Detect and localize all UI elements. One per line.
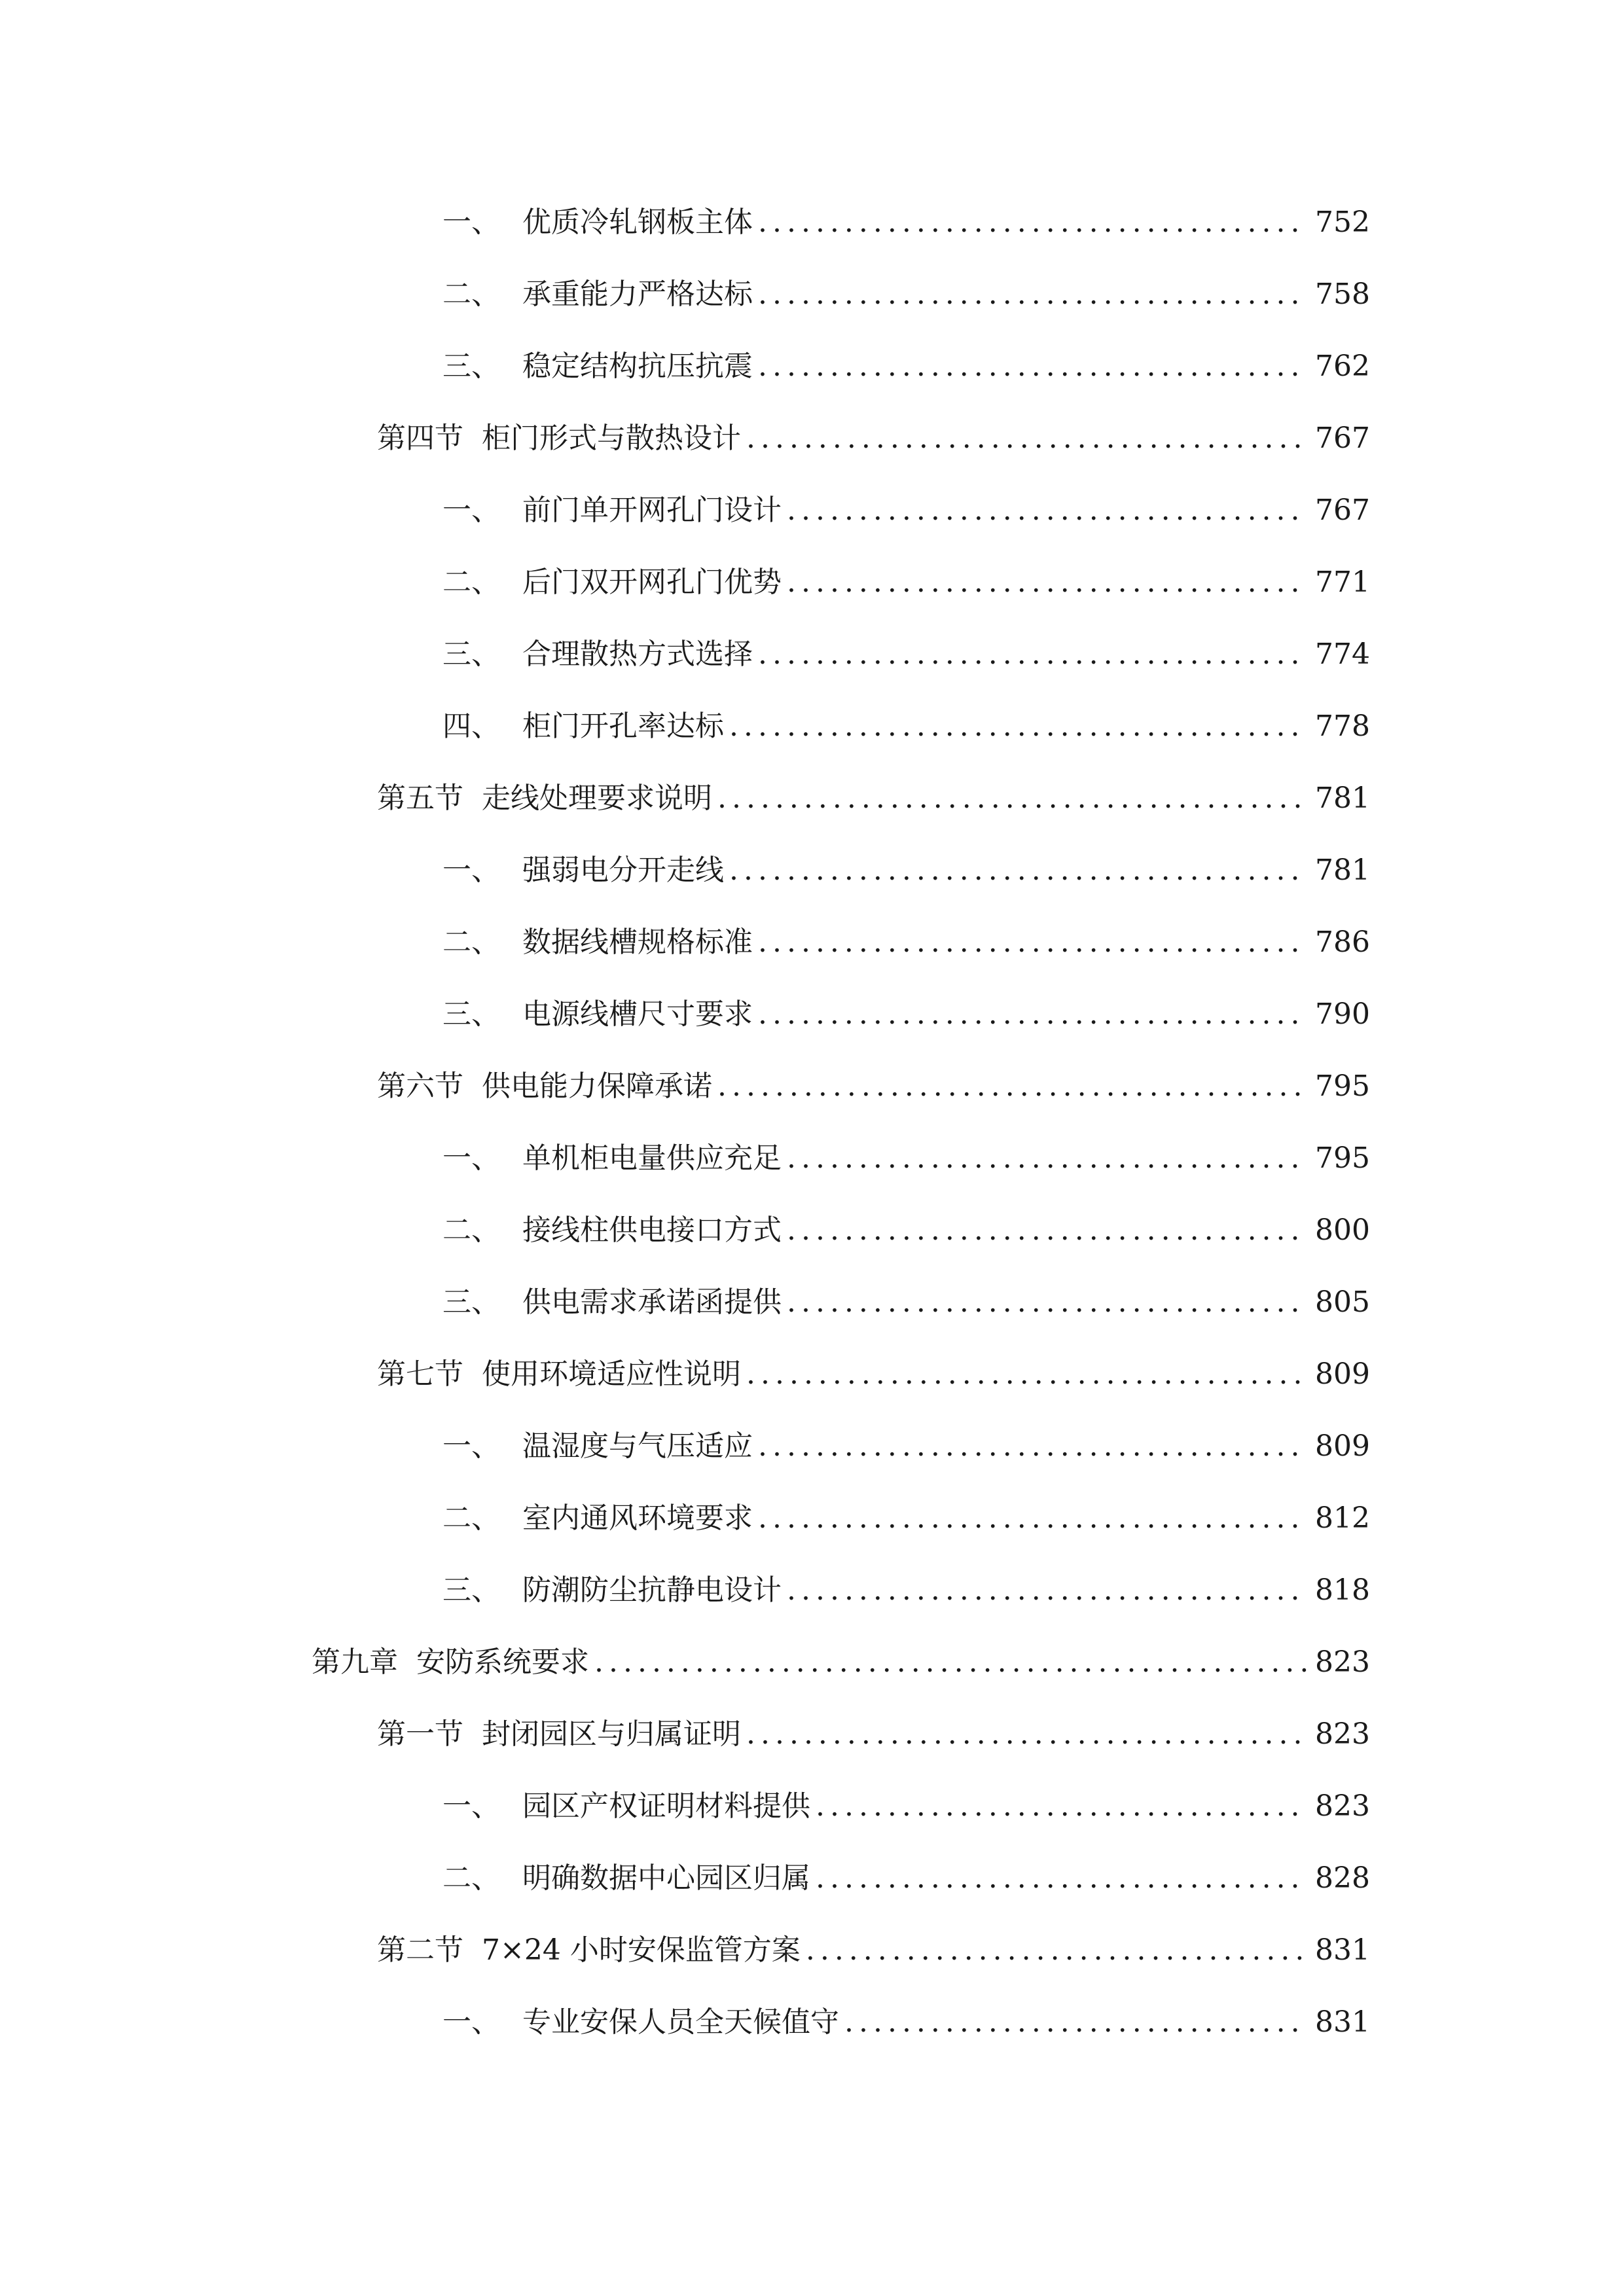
toc-entry-marker: 一、 xyxy=(442,2005,500,2039)
toc-dot-leader xyxy=(746,1708,1307,1761)
toc-dot-leader xyxy=(787,1204,1307,1257)
toc-entry-page: 795 xyxy=(1315,1141,1370,1175)
toc-dot-leader xyxy=(758,1492,1307,1545)
toc-entry-page: 758 xyxy=(1315,278,1370,311)
toc-entry-page: 805 xyxy=(1315,1285,1370,1319)
toc-entry-marker: 一、 xyxy=(442,206,500,239)
toc-entry-marker: 一、 xyxy=(442,1429,500,1463)
toc-entry-title: 专业安保人员全天候值守 xyxy=(522,2005,839,2039)
toc-entry-page: 774 xyxy=(1315,637,1370,671)
toc-entry-title: 柜门形式与散热设计 xyxy=(482,422,741,455)
toc-entry[interactable] xyxy=(377,1348,1370,1401)
toc-entry-page: 831 xyxy=(1315,2005,1370,2039)
toc-entry[interactable] xyxy=(442,1780,1370,1833)
toc-dot-leader xyxy=(717,772,1307,825)
toc-entry[interactable] xyxy=(377,1060,1370,1113)
toc-dot-leader xyxy=(844,1996,1307,2049)
toc-entry-title: 电源线槽尺寸要求 xyxy=(522,997,753,1031)
toc-entry-marker: 二、 xyxy=(442,1213,500,1247)
toc-entry-page: 771 xyxy=(1315,565,1370,599)
toc-entry-page: 781 xyxy=(1315,781,1370,815)
toc-dot-leader xyxy=(816,1852,1307,1905)
toc-entry-title: 安防系统要求 xyxy=(416,1645,589,1679)
toc-entry-title: 单机柜电量供应充足 xyxy=(522,1141,782,1175)
toc-entry[interactable] xyxy=(442,268,1370,321)
toc-dot-leader xyxy=(758,196,1307,249)
toc-entry[interactable] xyxy=(442,628,1370,681)
toc-entry[interactable] xyxy=(442,1420,1370,1473)
toc-entry[interactable] xyxy=(442,556,1370,609)
toc-dot-leader xyxy=(787,484,1307,537)
toc-entry-title: 走线处理要求说明 xyxy=(482,781,712,815)
toc-entry-marker: 三、 xyxy=(442,1573,500,1607)
toc-entry-marker: 第六节 xyxy=(377,1069,463,1103)
toc-entry-page: 762 xyxy=(1315,350,1370,383)
toc-dot-leader xyxy=(758,340,1307,393)
toc-dot-leader xyxy=(758,988,1307,1041)
toc-dot-leader xyxy=(729,844,1307,897)
toc-entry-page: 795 xyxy=(1315,1069,1370,1103)
toc-entry-marker: 二、 xyxy=(442,278,500,311)
toc-entry[interactable] xyxy=(442,1564,1370,1617)
toc-entry-marker: 二、 xyxy=(442,565,500,599)
toc-entry-title: 室内通风环境要求 xyxy=(522,1501,753,1535)
toc-entry-page: 812 xyxy=(1315,1501,1370,1535)
toc-entry[interactable] xyxy=(442,340,1370,393)
toc-entry-title: 柜门开孔率达标 xyxy=(522,709,724,743)
toc-entry-marker: 第五节 xyxy=(377,781,463,815)
toc-dot-leader xyxy=(746,1348,1307,1401)
toc-entry-page: 823 xyxy=(1315,1645,1370,1679)
toc-dot-leader xyxy=(758,916,1307,969)
toc-entry-title: 供电能力保障承诺 xyxy=(482,1069,712,1103)
toc-entry-page: 752 xyxy=(1315,206,1370,239)
toc-dot-leader xyxy=(787,556,1307,609)
toc-entry-title: 稳定结构抗压抗震 xyxy=(522,350,753,383)
toc-entry-title: 封闭园区与归属证明 xyxy=(482,1717,741,1751)
toc-entry-title: 供电需求承诺函提供 xyxy=(522,1285,782,1319)
toc-entry[interactable] xyxy=(442,196,1370,249)
toc-entry[interactable] xyxy=(377,412,1370,465)
toc-entry-page: 781 xyxy=(1315,853,1370,887)
toc-entry-page: 790 xyxy=(1315,997,1370,1031)
toc-entry-marker: 三、 xyxy=(442,637,500,671)
toc-entry[interactable] xyxy=(377,1708,1370,1761)
toc-entry-title: 前门单开网孔门设计 xyxy=(522,493,782,527)
toc-entry[interactable] xyxy=(442,1852,1370,1905)
toc-entry[interactable] xyxy=(442,844,1370,897)
toc-entry[interactable] xyxy=(442,484,1370,537)
toc-entry-page: 767 xyxy=(1315,493,1370,527)
toc-dot-leader xyxy=(787,1132,1307,1185)
toc-entry-marker: 二、 xyxy=(442,1501,500,1535)
toc-entry-title: 强弱电分开走线 xyxy=(522,853,724,887)
toc-entry-marker: 第四节 xyxy=(377,422,463,455)
toc-entry-page: 800 xyxy=(1315,1213,1370,1247)
toc-entry-marker: 第七节 xyxy=(377,1357,463,1391)
toc-dot-leader xyxy=(746,412,1307,465)
toc-entry-marker: 第二节 xyxy=(377,1933,463,1967)
toc-entry-page: 786 xyxy=(1315,925,1370,959)
toc-entry[interactable] xyxy=(442,1492,1370,1545)
toc-entry-page: 823 xyxy=(1315,1789,1370,1823)
toc-entry-title: 合理散热方式选择 xyxy=(522,637,753,671)
toc-entry-marker: 二、 xyxy=(442,925,500,959)
toc-dot-leader xyxy=(758,628,1307,681)
toc-entry-page: 767 xyxy=(1315,422,1370,455)
toc-entry-title: 数据线槽规格标准 xyxy=(522,925,753,959)
toc-entry[interactable] xyxy=(377,772,1370,825)
toc-entry[interactable] xyxy=(442,1204,1370,1257)
toc-entry-title: 接线柱供电接口方式 xyxy=(522,1213,782,1247)
toc-dot-leader xyxy=(787,1276,1307,1329)
toc-entry-marker: 四、 xyxy=(442,709,500,743)
toc-entry[interactable] xyxy=(442,988,1370,1041)
toc-dot-leader xyxy=(758,1420,1307,1473)
toc-entry-marker: 一、 xyxy=(442,1141,500,1175)
toc-entry[interactable] xyxy=(377,1924,1370,1977)
toc-entry-page: 818 xyxy=(1315,1573,1370,1607)
toc-entry-page: 809 xyxy=(1315,1357,1370,1391)
toc-dot-leader xyxy=(594,1636,1307,1689)
toc-dot-leader xyxy=(758,268,1307,321)
toc-entry-page: 828 xyxy=(1315,1861,1370,1895)
toc-entry-title: 园区产权证明材料提供 xyxy=(522,1789,810,1823)
toc-entry-page: 831 xyxy=(1315,1933,1370,1967)
toc-entry-marker: 第九章 xyxy=(312,1645,398,1679)
toc-entry[interactable] xyxy=(312,1636,1370,1689)
toc-dot-leader xyxy=(787,1564,1307,1617)
toc-entry-title: 温湿度与气压适应 xyxy=(522,1429,753,1463)
toc-entry-title: 后门双开网孔门优势 xyxy=(522,565,782,599)
toc-entry[interactable] xyxy=(442,1276,1370,1329)
toc-entry-page: 778 xyxy=(1315,709,1370,743)
toc-entry-title: 承重能力严格达标 xyxy=(522,278,753,311)
toc-entry[interactable] xyxy=(442,916,1370,969)
toc-entry-marker: 二、 xyxy=(442,1861,500,1895)
toc-entry-marker: 一、 xyxy=(442,1789,500,1823)
toc-entry[interactable] xyxy=(442,700,1370,753)
toc-entry-marker: 一、 xyxy=(442,853,500,887)
toc-entry[interactable] xyxy=(442,1996,1370,2049)
toc-entry[interactable] xyxy=(442,1132,1370,1185)
toc-entry-marker: 一、 xyxy=(442,493,500,527)
toc-dot-leader xyxy=(816,1780,1307,1833)
toc-entry-title: 7×24 小时安保监管方案 xyxy=(482,1933,801,1967)
toc-dot-leader xyxy=(717,1060,1307,1113)
toc-entry-title: 优质冷轧钢板主体 xyxy=(522,206,753,239)
toc-entry-title: 防潮防尘抗静电设计 xyxy=(522,1573,782,1607)
toc-entry-title: 明确数据中心园区归属 xyxy=(522,1861,810,1895)
toc-entry-marker: 三、 xyxy=(442,350,500,383)
toc-dot-leader xyxy=(729,700,1307,753)
toc-entry-marker: 第一节 xyxy=(377,1717,463,1751)
toc-entry-marker: 三、 xyxy=(442,997,500,1031)
toc-entry-page: 823 xyxy=(1315,1717,1370,1751)
toc-dot-leader xyxy=(806,1924,1307,1977)
toc-entry-page: 809 xyxy=(1315,1429,1370,1463)
toc-entry-title: 使用环境适应性说明 xyxy=(482,1357,741,1391)
toc-entry-marker: 三、 xyxy=(442,1285,500,1319)
